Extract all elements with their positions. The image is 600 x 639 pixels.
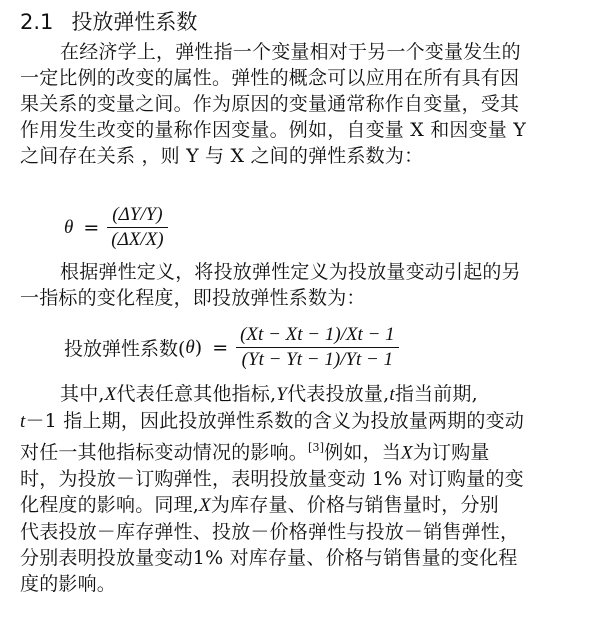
formula-numerator: (ΔY/Y) xyxy=(112,204,163,225)
text-line: 一定比例的改变的属性。弹性的概念可以应用在所有具有因 xyxy=(20,67,520,89)
paragraph-delivery-elasticity xyxy=(20,259,582,311)
text-line: 根据弹性定义，将投放弹性定义为投放量变动引起的另 xyxy=(60,261,521,283)
formula-theta: θ xyxy=(64,216,74,238)
text-line: 度的影响。 xyxy=(20,573,117,596)
formula-lhs-close: ) xyxy=(194,336,203,359)
paragraph-elasticity-definition xyxy=(20,39,582,169)
formula-denominator: (ΔX/X) xyxy=(111,229,164,250)
text-line: 之间存在关系 ，则 Y 与 X 之间的弹性系数为： xyxy=(20,145,424,167)
formula-denominator: (Yt − Yt − 1)/Yt − 1 xyxy=(241,349,394,370)
text-line: 对任一其他指标变动情况的影响。[3]例如，当X为订购量 xyxy=(20,441,490,464)
section-heading xyxy=(20,8,197,36)
formula-delivery-elasticity xyxy=(64,323,399,372)
citation-reference: [3] xyxy=(308,441,325,454)
formula-fraction xyxy=(236,323,399,372)
text-line: 作用发生改变的量称作因变量。例如，自变量 X 和因变量 Y xyxy=(20,119,526,141)
text-line: 在经济学上，弹性指一个变量相对于另一个变量发生的 xyxy=(60,41,521,63)
section-number: 2.1 xyxy=(20,10,54,34)
formula-lhs-label: 投放弹性系数( xyxy=(64,338,186,360)
paragraph-explanation xyxy=(20,381,582,597)
section-title: 投放弹性系数 xyxy=(71,10,198,34)
text-line: 化程度的影响。同理,X为库存量、价格与销售量时，分别 xyxy=(20,494,499,517)
text-line: 代表投放－库存弹性、投放－价格弹性与投放－销售弹性， xyxy=(20,521,520,544)
formula-equals: = xyxy=(212,336,229,359)
text-line: 分别表明投放量变动1% 对库存量、价格与销售量的变化程 xyxy=(20,547,518,570)
text-line: 一指标的变化程度，即投放弹性系数为： xyxy=(20,287,366,309)
text-line: 时，为投放－订购弹性，表明投放量变动 1% 对订购量的变 xyxy=(20,468,524,491)
formula-theta: θ xyxy=(185,336,195,358)
text-line: 果关系的变量之间。作为原因的变量通常称作自变量，受其 xyxy=(20,93,520,115)
formula-elasticity-coefficient xyxy=(64,203,168,252)
text-line: 其中,X代表任意其他指标,Y代表投放量,t指当前期, xyxy=(60,383,478,405)
formula-fraction xyxy=(107,203,167,252)
text-line: t－1 指上期，因此投放弹性系数的含义为投放量两期的变动 xyxy=(20,410,525,432)
formula-equals: = xyxy=(83,216,100,239)
formula-numerator: (Xt − Xt − 1)/Xt − 1 xyxy=(240,324,395,345)
